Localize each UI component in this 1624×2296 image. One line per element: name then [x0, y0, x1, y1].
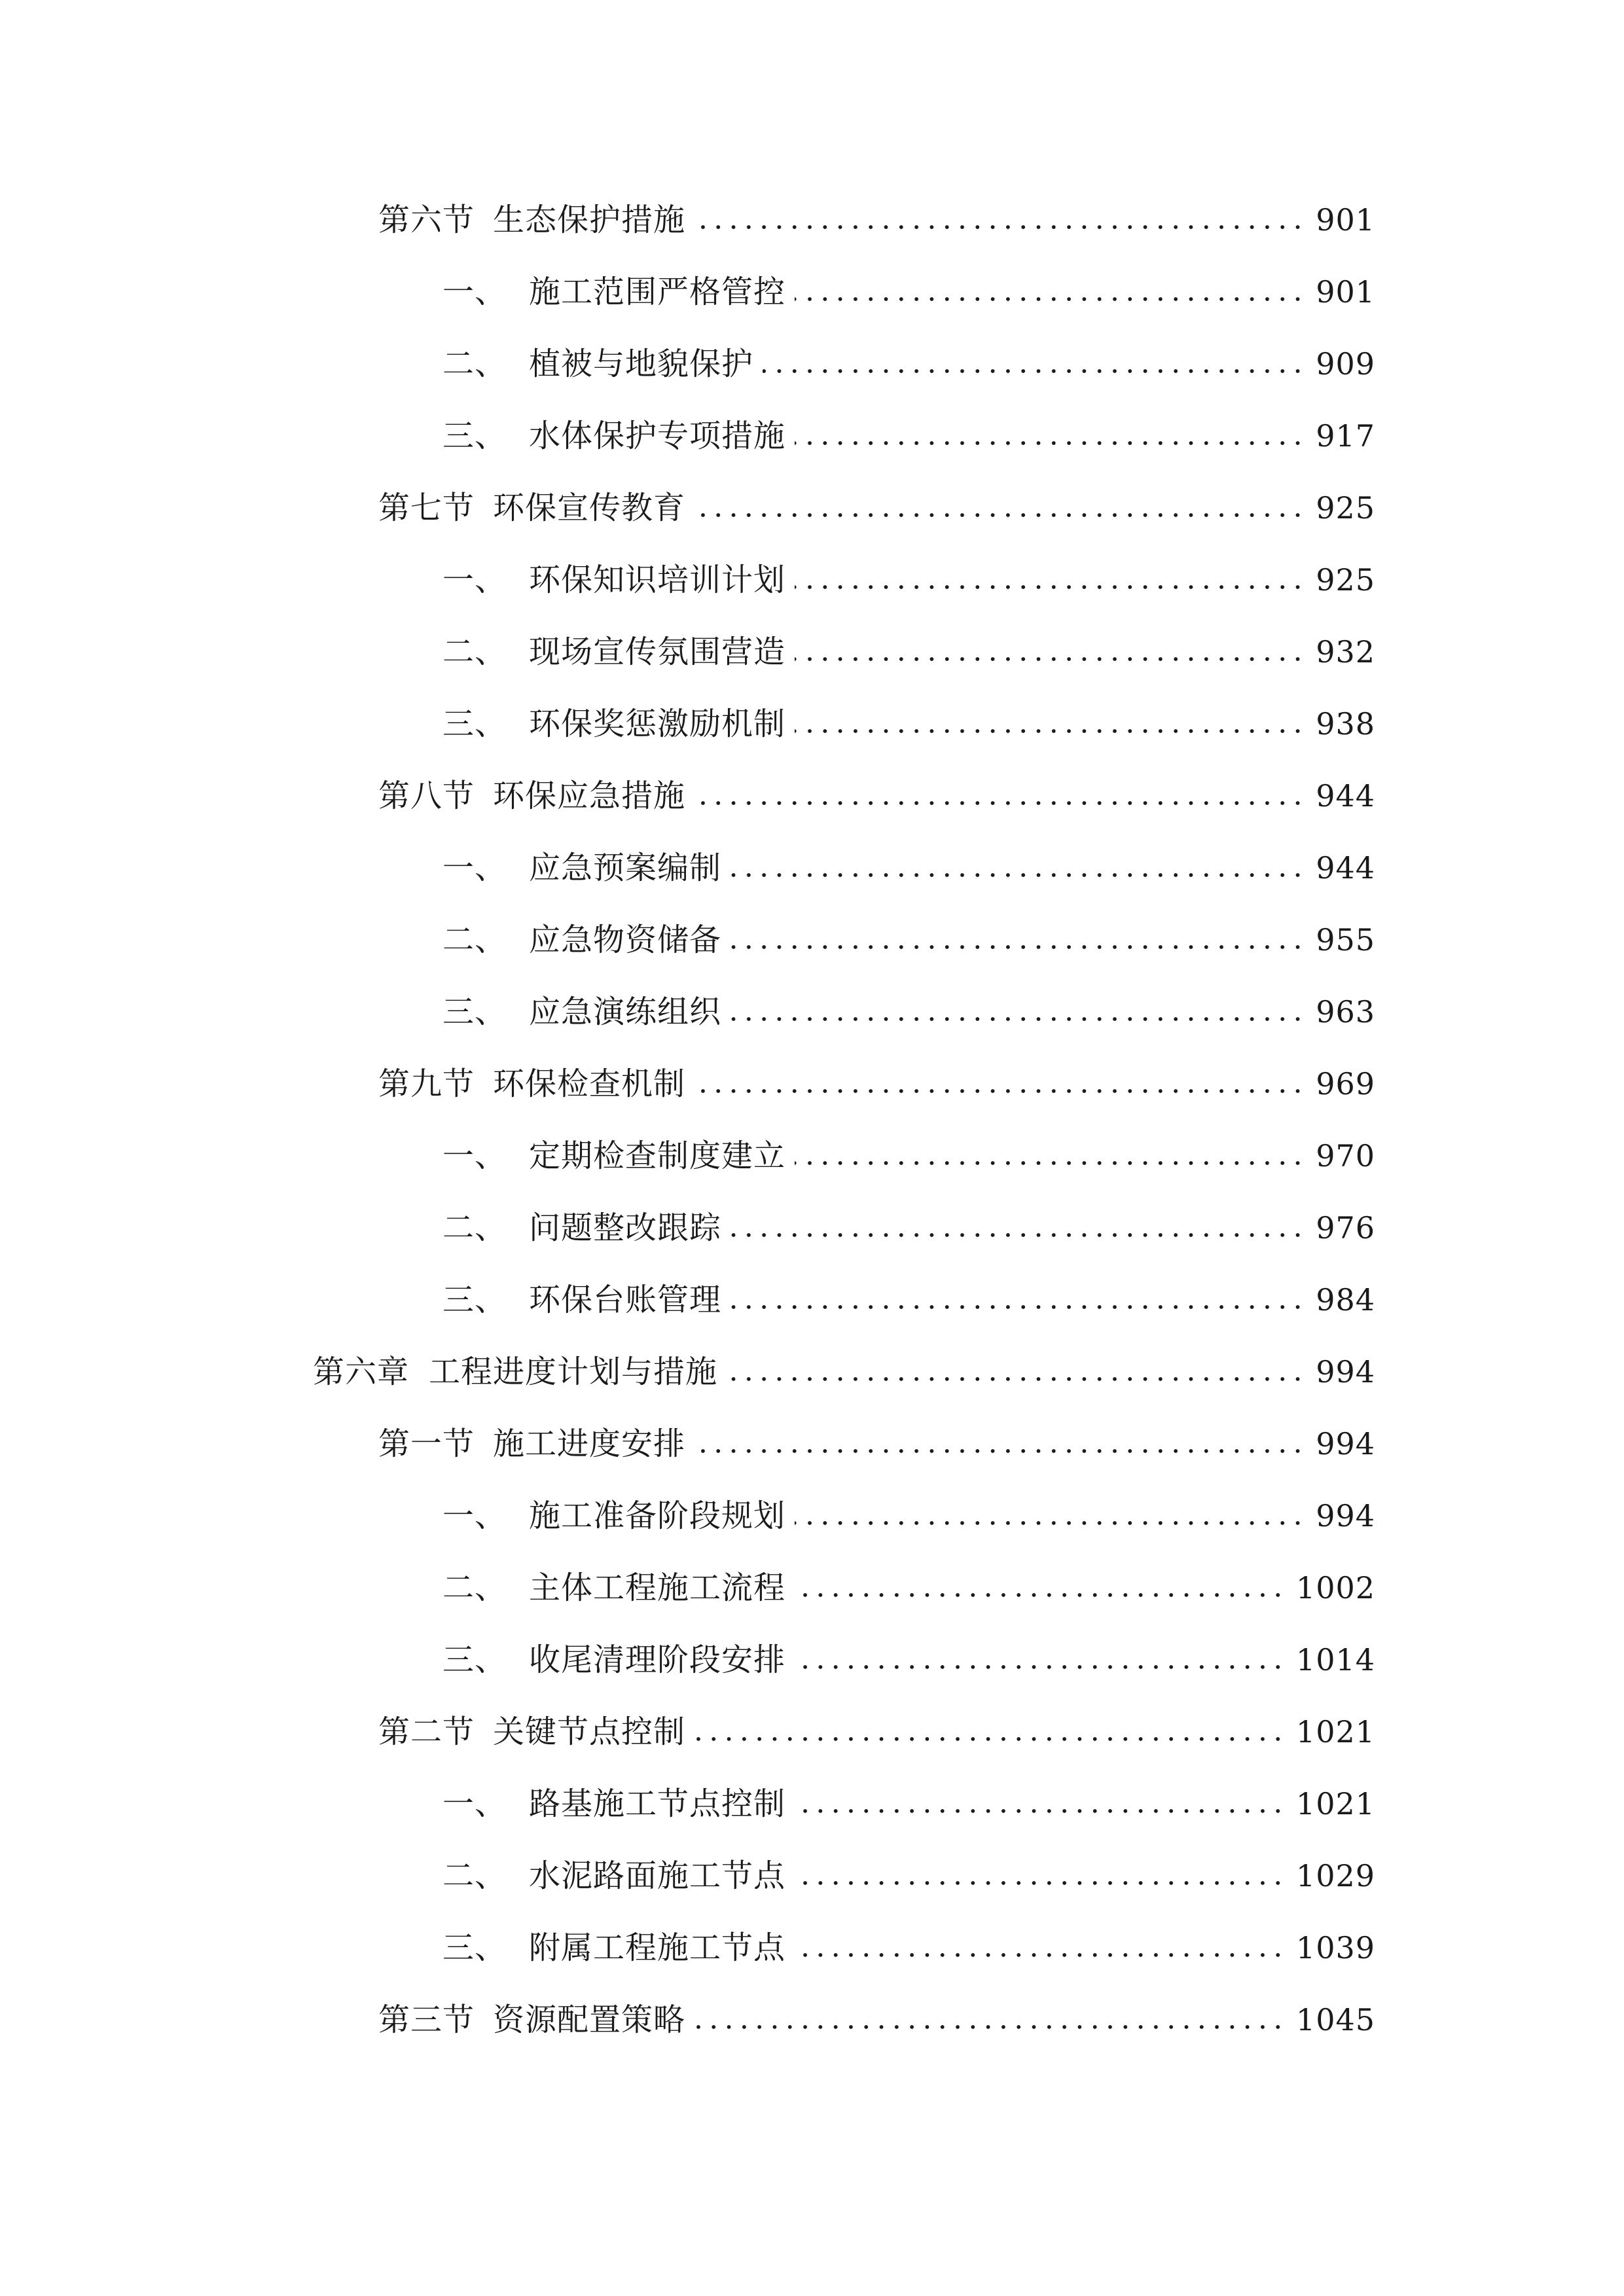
entry-page-number: 944	[1316, 778, 1375, 814]
toc-entry[interactable]	[0, 543, 1624, 615]
toc-entry[interactable]	[0, 1119, 1624, 1191]
dot-leader	[731, 1014, 1305, 1024]
entry-page-number: 901	[1316, 202, 1375, 238]
entry-page-number: 938	[1316, 706, 1375, 742]
entry-page-number: 969	[1316, 1066, 1375, 1102]
entry-page-number: 909	[1316, 346, 1375, 382]
entry-title: 应急物资储备	[529, 922, 722, 958]
entry-title: 收尾清理阶段安排	[529, 1641, 786, 1678]
entry-title: 应急演练组织	[529, 994, 722, 1030]
toc-entry[interactable]	[0, 1263, 1624, 1335]
entry-title: 定期检查制度建立	[529, 1138, 786, 1174]
table-of-contents	[0, 183, 1624, 2055]
dot-leader	[795, 1806, 1286, 1816]
dot-leader	[731, 942, 1305, 952]
dot-leader	[795, 583, 1305, 592]
dot-leader	[695, 223, 1305, 232]
dot-leader	[695, 798, 1305, 808]
entry-page-number: 963	[1316, 994, 1375, 1030]
entry-number: 第六章	[313, 1354, 410, 1390]
toc-entry[interactable]	[0, 1767, 1624, 1839]
entry-page-number: 1039	[1295, 1930, 1375, 1965]
toc-entry[interactable]	[0, 687, 1624, 759]
toc-entry[interactable]	[0, 1047, 1624, 1119]
entry-title: 现场宣传氛围营造	[529, 634, 786, 670]
dot-leader	[695, 2022, 1286, 2032]
entry-title: 工程进度计划与措施	[429, 1354, 718, 1390]
toc-entry[interactable]	[0, 1191, 1624, 1263]
entry-page-number: 970	[1316, 1138, 1375, 1174]
entry-number: 二、	[442, 1210, 507, 1246]
dot-leader	[695, 1086, 1305, 1096]
toc-entry[interactable]	[0, 1623, 1624, 1695]
dot-leader	[795, 726, 1305, 736]
entry-page-number: 1029	[1295, 1858, 1375, 1893]
entry-title: 附属工程施工节点	[529, 1929, 786, 1966]
dot-leader	[795, 1662, 1286, 1672]
toc-entry[interactable]	[0, 1839, 1624, 1911]
entry-number: 三、	[442, 1641, 507, 1678]
dot-leader	[763, 367, 1305, 376]
entry-title: 植被与地貌保护	[529, 346, 754, 382]
entry-number: 一、	[442, 1498, 507, 1534]
toc-entry[interactable]	[0, 831, 1624, 903]
dot-leader	[727, 1374, 1305, 1384]
toc-entry[interactable]	[0, 399, 1624, 471]
entry-page-number: 955	[1316, 922, 1375, 958]
entry-number: 二、	[442, 922, 507, 958]
dot-leader	[795, 1590, 1286, 1600]
entry-number: 一、	[442, 1138, 507, 1174]
entry-number: 第二节	[378, 1713, 475, 1750]
entry-title: 施工范围严格管控	[529, 274, 786, 310]
entry-number: 二、	[442, 1857, 507, 1894]
toc-entry[interactable]	[0, 615, 1624, 687]
entry-page-number: 932	[1316, 634, 1375, 670]
toc-entry[interactable]	[0, 1551, 1624, 1623]
dot-leader	[795, 1518, 1305, 1528]
entry-number: 三、	[442, 1282, 507, 1318]
toc-entry[interactable]	[0, 255, 1624, 327]
toc-entry[interactable]	[0, 975, 1624, 1047]
toc-entry[interactable]	[0, 1479, 1624, 1551]
entry-number: 第九节	[378, 1066, 475, 1102]
entry-title: 资源配置策略	[493, 2001, 686, 2038]
toc-entry[interactable]	[0, 1983, 1624, 2055]
dot-leader	[731, 1302, 1305, 1312]
dot-leader	[731, 1230, 1305, 1240]
entry-page-number: 1021	[1295, 1786, 1375, 1821]
dot-leader	[795, 655, 1305, 664]
entry-page-number: 994	[1316, 1354, 1375, 1390]
toc-entry[interactable]	[0, 1695, 1624, 1767]
entry-number: 第一节	[378, 1426, 475, 1462]
dot-leader	[695, 1446, 1305, 1456]
entry-page-number: 925	[1316, 562, 1375, 598]
entry-number: 第三节	[378, 2001, 475, 2038]
entry-title: 施工进度安排	[493, 1426, 686, 1462]
dot-leader	[795, 1878, 1286, 1888]
entry-title: 问题整改跟踪	[529, 1210, 722, 1246]
entry-title: 环保台账管理	[529, 1282, 722, 1318]
entry-title: 生态保护措施	[493, 202, 686, 238]
dot-leader	[795, 1158, 1305, 1168]
dot-leader	[795, 295, 1305, 304]
entry-title: 应急预案编制	[529, 850, 722, 886]
toc-entry[interactable]	[0, 183, 1624, 255]
entry-title: 水体保护专项措施	[529, 418, 786, 454]
entry-page-number: 1002	[1295, 1570, 1375, 1605]
entry-title: 环保宣传教育	[493, 490, 686, 526]
toc-entry[interactable]	[0, 1911, 1624, 1983]
entry-number: 一、	[442, 562, 507, 598]
entry-title: 环保应急措施	[493, 778, 686, 814]
entry-page-number: 917	[1316, 418, 1375, 454]
toc-entry[interactable]	[0, 903, 1624, 975]
entry-title: 施工准备阶段规划	[529, 1498, 786, 1534]
entry-number: 一、	[442, 274, 507, 310]
entry-number: 三、	[442, 706, 507, 742]
dot-leader	[731, 870, 1305, 880]
entry-page-number: 1021	[1295, 1714, 1375, 1749]
dot-leader	[795, 1950, 1286, 1960]
entry-number: 二、	[442, 634, 507, 670]
entry-page-number: 1014	[1295, 1642, 1375, 1677]
entry-page-number: 994	[1316, 1426, 1375, 1462]
entry-page-number: 944	[1316, 850, 1375, 886]
entry-number: 二、	[442, 1570, 507, 1606]
entry-page-number: 976	[1316, 1210, 1375, 1246]
entry-number: 一、	[442, 1785, 507, 1822]
dot-leader	[695, 511, 1305, 520]
entry-number: 第六节	[378, 202, 475, 238]
entry-title: 路基施工节点控制	[529, 1785, 786, 1822]
toc-entry[interactable]	[0, 327, 1624, 399]
entry-page-number: 1045	[1295, 2002, 1375, 2037]
entry-page-number: 901	[1316, 274, 1375, 310]
toc-entry[interactable]	[0, 471, 1624, 543]
entry-title: 水泥路面施工节点	[529, 1857, 786, 1894]
entry-number: 第八节	[378, 778, 475, 814]
entry-title: 环保知识培训计划	[529, 562, 786, 598]
entry-number: 三、	[442, 418, 507, 454]
toc-entry[interactable]	[0, 759, 1624, 831]
toc-entry[interactable]	[0, 1407, 1624, 1479]
entry-title: 关键节点控制	[493, 1713, 686, 1750]
entry-title: 主体工程施工流程	[529, 1570, 786, 1606]
entry-number: 三、	[442, 1929, 507, 1966]
dot-leader	[795, 439, 1305, 448]
entry-title: 环保检查机制	[493, 1066, 686, 1102]
entry-number: 第七节	[378, 490, 475, 526]
entry-number: 二、	[442, 346, 507, 382]
entry-number: 一、	[442, 850, 507, 886]
entry-page-number: 984	[1316, 1282, 1375, 1318]
entry-page-number: 925	[1316, 490, 1375, 526]
toc-entry-chapter[interactable]	[0, 1335, 1624, 1407]
entry-page-number: 994	[1316, 1498, 1375, 1534]
entry-title: 环保奖惩激励机制	[529, 706, 786, 742]
dot-leader	[695, 1734, 1286, 1744]
entry-number: 三、	[442, 994, 507, 1030]
